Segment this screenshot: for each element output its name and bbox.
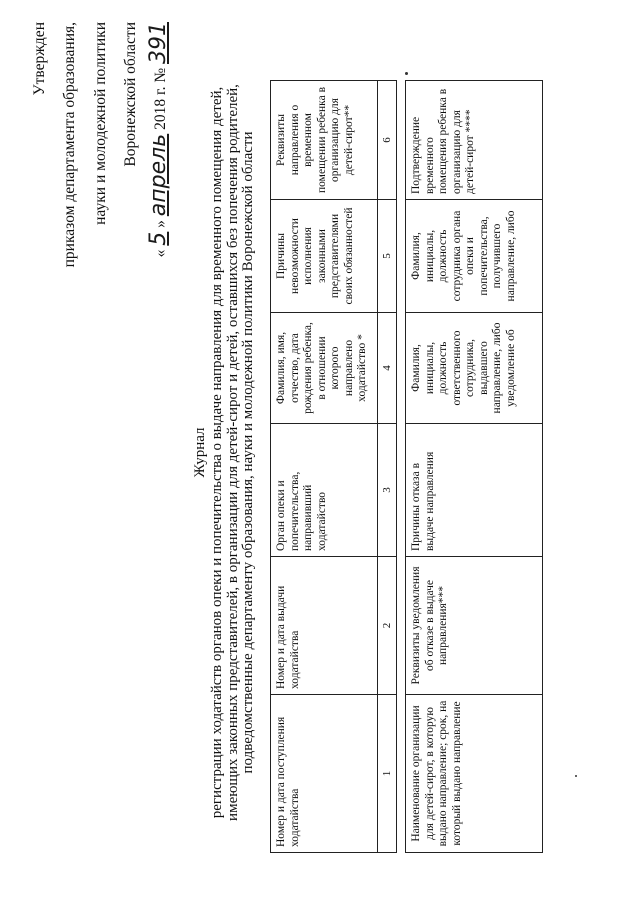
col-header-issue: Номер и дата выдачи ходатайства	[271, 557, 378, 695]
scan-speck	[575, 775, 577, 777]
journal-table-part2	[405, 80, 543, 853]
approval-department-line: науки и молодежной политики	[92, 22, 109, 225]
col-header-child-name: Фамилия, имя, отчество, дата рождения ребенка, в отношении которого направлено ходатайство *	[271, 313, 378, 424]
journal-title-line1: регистрации ходатайств органов опеки и попечительства о выдаче направления для временного помещения детей,	[209, 86, 225, 819]
cell-placement-confirmation: Подтверждение временного помещения ребенка в организацию для детей-сирот ****	[406, 81, 543, 200]
approval-date-line	[148, 22, 170, 257]
date-open-quote: «	[152, 249, 169, 258]
date-month-handwritten: апрель	[146, 133, 171, 217]
cell-refusal-notice: Реквизиты уведомления об отказе в выдаче направления***	[406, 557, 543, 695]
col-header-guardianship-body: Орган опеки и попечительства, направивший ходатайство	[271, 424, 378, 557]
order-number-handwritten: 391	[146, 22, 171, 64]
col-header-reasons: Причины невозможности исполнения законными представителями своих обязанностей	[271, 200, 378, 313]
col-number: 1	[378, 695, 397, 853]
approval-order-line: приказом департамента образования,	[61, 22, 78, 268]
cell-responsible-employee: Фамилия, инициалы, должность ответственного сотрудника, выдавшего направление, либо уведомление об	[406, 313, 543, 424]
journal-heading: Журнал	[192, 427, 208, 478]
col-header-receipt: Номер и дата поступления ходатайства	[271, 695, 378, 853]
date-day-handwritten: 5	[146, 231, 171, 246]
cell-refusal-reasons: Причины отказа в выдаче направления	[406, 424, 543, 557]
cell-organization: Наименование организации для детей-сирот, в которую выдано направление; срок, на который выдано направление	[406, 695, 543, 853]
date-close-quote: »	[152, 220, 169, 228]
col-header-referral-details: Реквизиты направления о временном помещении ребенка в организацию для детей-сирот**	[271, 81, 378, 200]
scan-speck	[405, 72, 408, 75]
col-number: 6	[378, 81, 397, 200]
col-number: 2	[378, 557, 397, 695]
journal-title-line2: имеющих законных представителей, в организации для детей-сирот и детей, оставшихся без попечения родителей,	[225, 84, 241, 821]
col-number: 3	[378, 424, 397, 557]
approval-region-line: Воронежской области	[122, 22, 139, 167]
date-year: 2018 г. №	[152, 67, 169, 130]
journal-title-line3: подведомственные департаменту образования, науки и молодежной политики Воронежской области	[240, 131, 256, 774]
col-number: 4	[378, 313, 397, 424]
journal-table-part1	[270, 80, 397, 853]
col-number: 5	[378, 200, 397, 313]
approval-label: Утвержден	[31, 22, 48, 96]
cell-guardianship-employee: Фамилия, инициалы, должность сотрудника органа опеки и попечительства, получившего направление, либо	[406, 200, 543, 313]
